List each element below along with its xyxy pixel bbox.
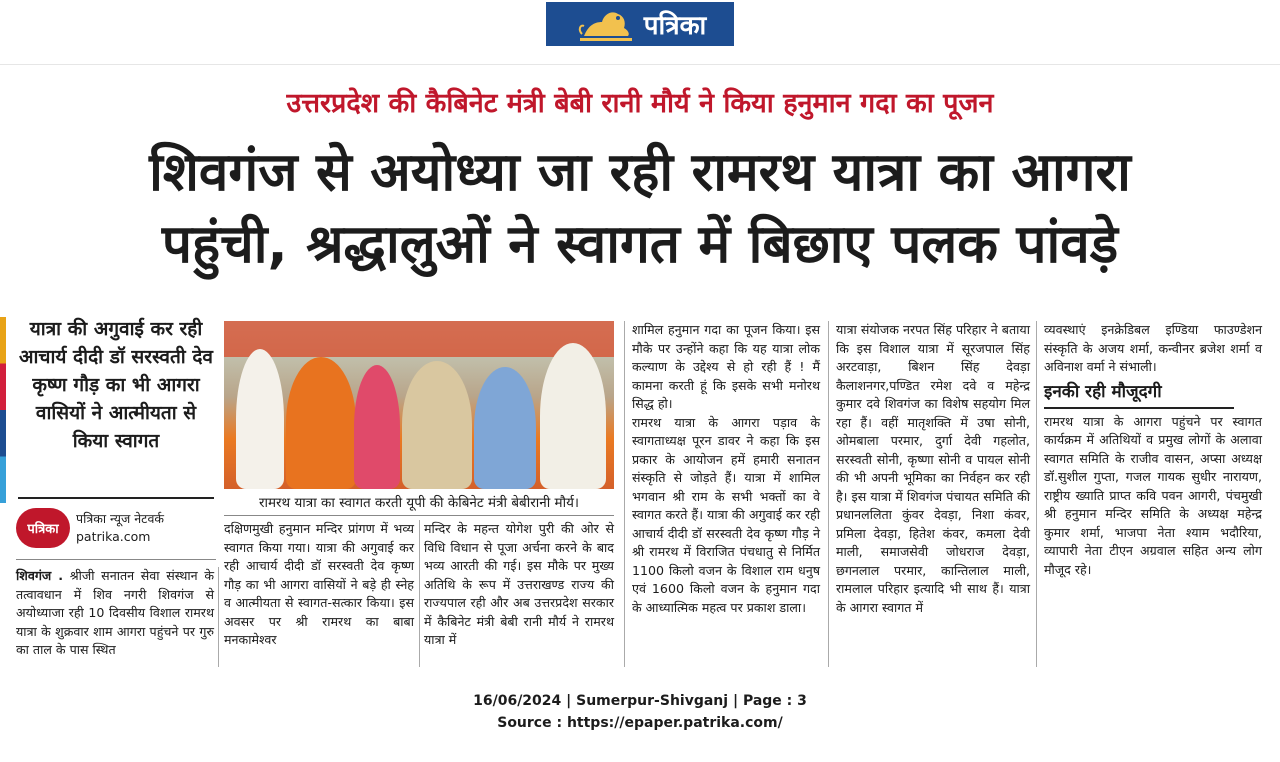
article-headline bbox=[20, 137, 1260, 281]
byline-site: patrika.com bbox=[76, 529, 151, 544]
lion-emblem-icon bbox=[574, 4, 638, 44]
newspaper-page bbox=[0, 64, 1280, 671]
divider bbox=[16, 559, 216, 560]
column-divider bbox=[624, 321, 625, 667]
column-divider bbox=[419, 520, 420, 667]
column-text: श्रीजी सनातन सेवा संस्थान के तत्वावधान में शिव नगरी शिवगंज से अयोध्याजा रही 10 दिवसीय विशाल रामरथ यात्रा के शुक्रवार शाम आगरा पहुंचने पर गुरु का ताल के पास स्थित bbox=[16, 568, 214, 657]
column-text: यात्रा संयोजक नरपत सिंह परिहार ने बताया कि इस विशाल यात्रा में सूरजपाल सिंह अरटवाड़ा, बिशन सिंह देवड़ा कैलाशनगर,पण्डित रमेश दवे व महेन्द्र कुमार दवे शिवगंज का विशेष सहयोग मिल रहा हैं। वहीं मातृशक्ति में उषा सोनी, ओमबाला परमार, दुर्गा देवी गहलोत, सरस्वती सोनी, कृष्णा सोनी व पायल सोनी की भी अपनी भूमिका का निर्वहन कर रही है। इस यात्रा में शिवगंज पंचायत समिति की प्रधानललिता कुंवर देवड़ा, निशा कंवर, प्रमिला देवड़ा, हितेश कंवर, कमला देवी माली, समाजसेवी जोधराज देवड़ा, छगनलाल परमार, कान्तिलाल माली, रामलाल परिहार इत्यादि भी साथ हैं। यात्रा के आगरा स्वागत में bbox=[836, 322, 1030, 615]
photo-person bbox=[286, 357, 356, 489]
page-footer bbox=[0, 690, 1280, 734]
byline bbox=[16, 505, 216, 551]
headline-line-1: शिवगंज से अयोध्या जा रही रामरथ यात्रा का आगरा bbox=[149, 142, 1131, 203]
column-divider bbox=[828, 321, 829, 667]
column-text: मन्दिर के महन्त योगेश पुरी की ओर से विधि विधान से पूजा अर्चना करने के बाद भव्य आरती की गई। इस मौके पर मुख्य अतिथि के रूप में उत्तराखण्ड राज्य की राज्यपाल रही और अब उत्तरप्रदेश सरकार में कैबिनेट मंत्री बेबी रानी मौर्य ने रामरथ यात्रा में bbox=[424, 521, 614, 647]
column-paragraph: व्यवस्थाएं इनक्रेडिबल इण्डिया फाउण्डेशन संस्कृति के अजय शर्मा, कन्वीनर ब्रजेश शर्मा व अविनाश वर्मा ने संभाली। bbox=[1044, 322, 1262, 374]
masthead bbox=[546, 2, 734, 46]
article-column-3 bbox=[424, 520, 614, 650]
column-paragraph: रामरथ यात्रा के आगरा पहुंचने पर स्वागत कार्यक्रम में अतिथियों व प्रमुख लोगों के अलावा स्वागत समिति के राजीव वासन, अप्सा अध्यक्ष डॉ.सुशील गुप्ता, गजल गायक सुधीर नारायण, राष्ट्रीय ख्याति प्राप्त कवि पवन आगरी, पंचमुखी श्री हनुमान मन्दिर समिति के अध्यक्ष महेन्द्र कुमार शर्मा, भाजपा नेता श्याम भदौरिया, व्यापारी नेता टीएन अग्रवाल सहित अन्य लोग मौजूद रहे। bbox=[1044, 413, 1262, 577]
column-subhead: इनकी रही मौजूदगी bbox=[1044, 381, 1162, 402]
column-paragraph: शामिल हनुमान गदा का पूजन किया। इस मौके पर उन्होंने कहा कि यह यात्रा लोक कल्याण के उद्देश्य से हो रही हैं ! मैं कामना करती हूं कि इसके सभी मनोरथ सिद्ध हो। bbox=[632, 322, 820, 411]
article-kicker: उत्तरप्रदेश की कैबिनेट मंत्री बेबी रानी मौर्य ने किया हनुमान गदा का पूजन bbox=[286, 88, 994, 119]
article-column-2 bbox=[224, 520, 414, 650]
column-divider bbox=[1036, 321, 1037, 667]
article-column-4 bbox=[632, 321, 820, 617]
divider bbox=[224, 515, 614, 516]
photo-caption: रामरथ यात्रा का स्वागत करती यूपी की केबिनेट मंत्री बेबीरानी मौर्य। bbox=[258, 495, 580, 511]
article-photo bbox=[224, 321, 614, 489]
column-divider bbox=[218, 567, 219, 667]
article-column-5 bbox=[836, 321, 1030, 617]
photo-person bbox=[402, 361, 472, 489]
photo-person bbox=[474, 367, 536, 489]
photo-person bbox=[354, 365, 400, 489]
patrika-logo-badge: पत्रिका bbox=[16, 508, 70, 548]
dateline: शिवगंज . bbox=[16, 568, 64, 583]
headline-line-2: पहुंची, श्रद्धालुओं ने स्वागत में बिछाए पलक पांवड़े bbox=[161, 214, 1119, 275]
divider bbox=[18, 497, 214, 499]
divider bbox=[1044, 407, 1234, 409]
masthead-title: पत्रिका bbox=[643, 11, 707, 41]
pull-quote: यात्रा की अगुवाई कर रही आचार्य दीदी डॉ सरस्वती देव कृष्ण गौड़ का भी आगरा वासियों ने आत्मीयता से किया स्वागत bbox=[19, 318, 213, 452]
source-link[interactable]: Source : https://epaper.patrika.com/ bbox=[497, 715, 783, 731]
article-column-1 bbox=[16, 567, 214, 660]
article-column-6 bbox=[1044, 321, 1262, 579]
photo-banner bbox=[224, 321, 614, 357]
byline-network: पत्रिका न्यूज नेटवर्क bbox=[76, 511, 165, 526]
color-accent-strip bbox=[0, 317, 6, 503]
column-text: दक्षिणमुखी हनुमान मन्दिर प्रांगण में भव्य स्वागत किया गया। यात्रा की अगुवाई कर रही आचार्य दीदी डॉ सरस्वती देव कृष्ण गौड़ का भी आगरा वासियों ने बड़े ही स्नेह व आत्मीयता से स्वागत-सत्कार किया। इस अवसर पर श्री रामरथ का बाबा मनकामेश्वर bbox=[224, 521, 414, 647]
column-paragraph: रामरथ यात्रा के आगरा पड़ाव के स्वागताध्यक्ष पूरन डावर ने कहा कि इस प्रकार के आयोजन हमें हमारी सनातन संस्कृति से जोड़ते हैं। यात्रा में शामिल भगवान श्री राम के सभी भक्तों का वे स्वागत करते हैं। यात्रा की अगुवाई कर रही आचार्य दीदी डॉ सरस्वती देव कृष्ण गौड़ ने श्री रामरथ में विराजित पंचधातु से निर्मित 1100 किलो वजन के विशाल राम धनुष एवं 1600 किलो वजन के हनुमान गदा के आध्यात्मिक महत्व पर प्रकाश डाला। bbox=[632, 414, 820, 615]
photo-person bbox=[236, 349, 284, 489]
edition-info: 16/06/2024 | Sumerpur-Shivganj | Page : 3 bbox=[473, 693, 807, 709]
photo-person bbox=[540, 343, 606, 489]
